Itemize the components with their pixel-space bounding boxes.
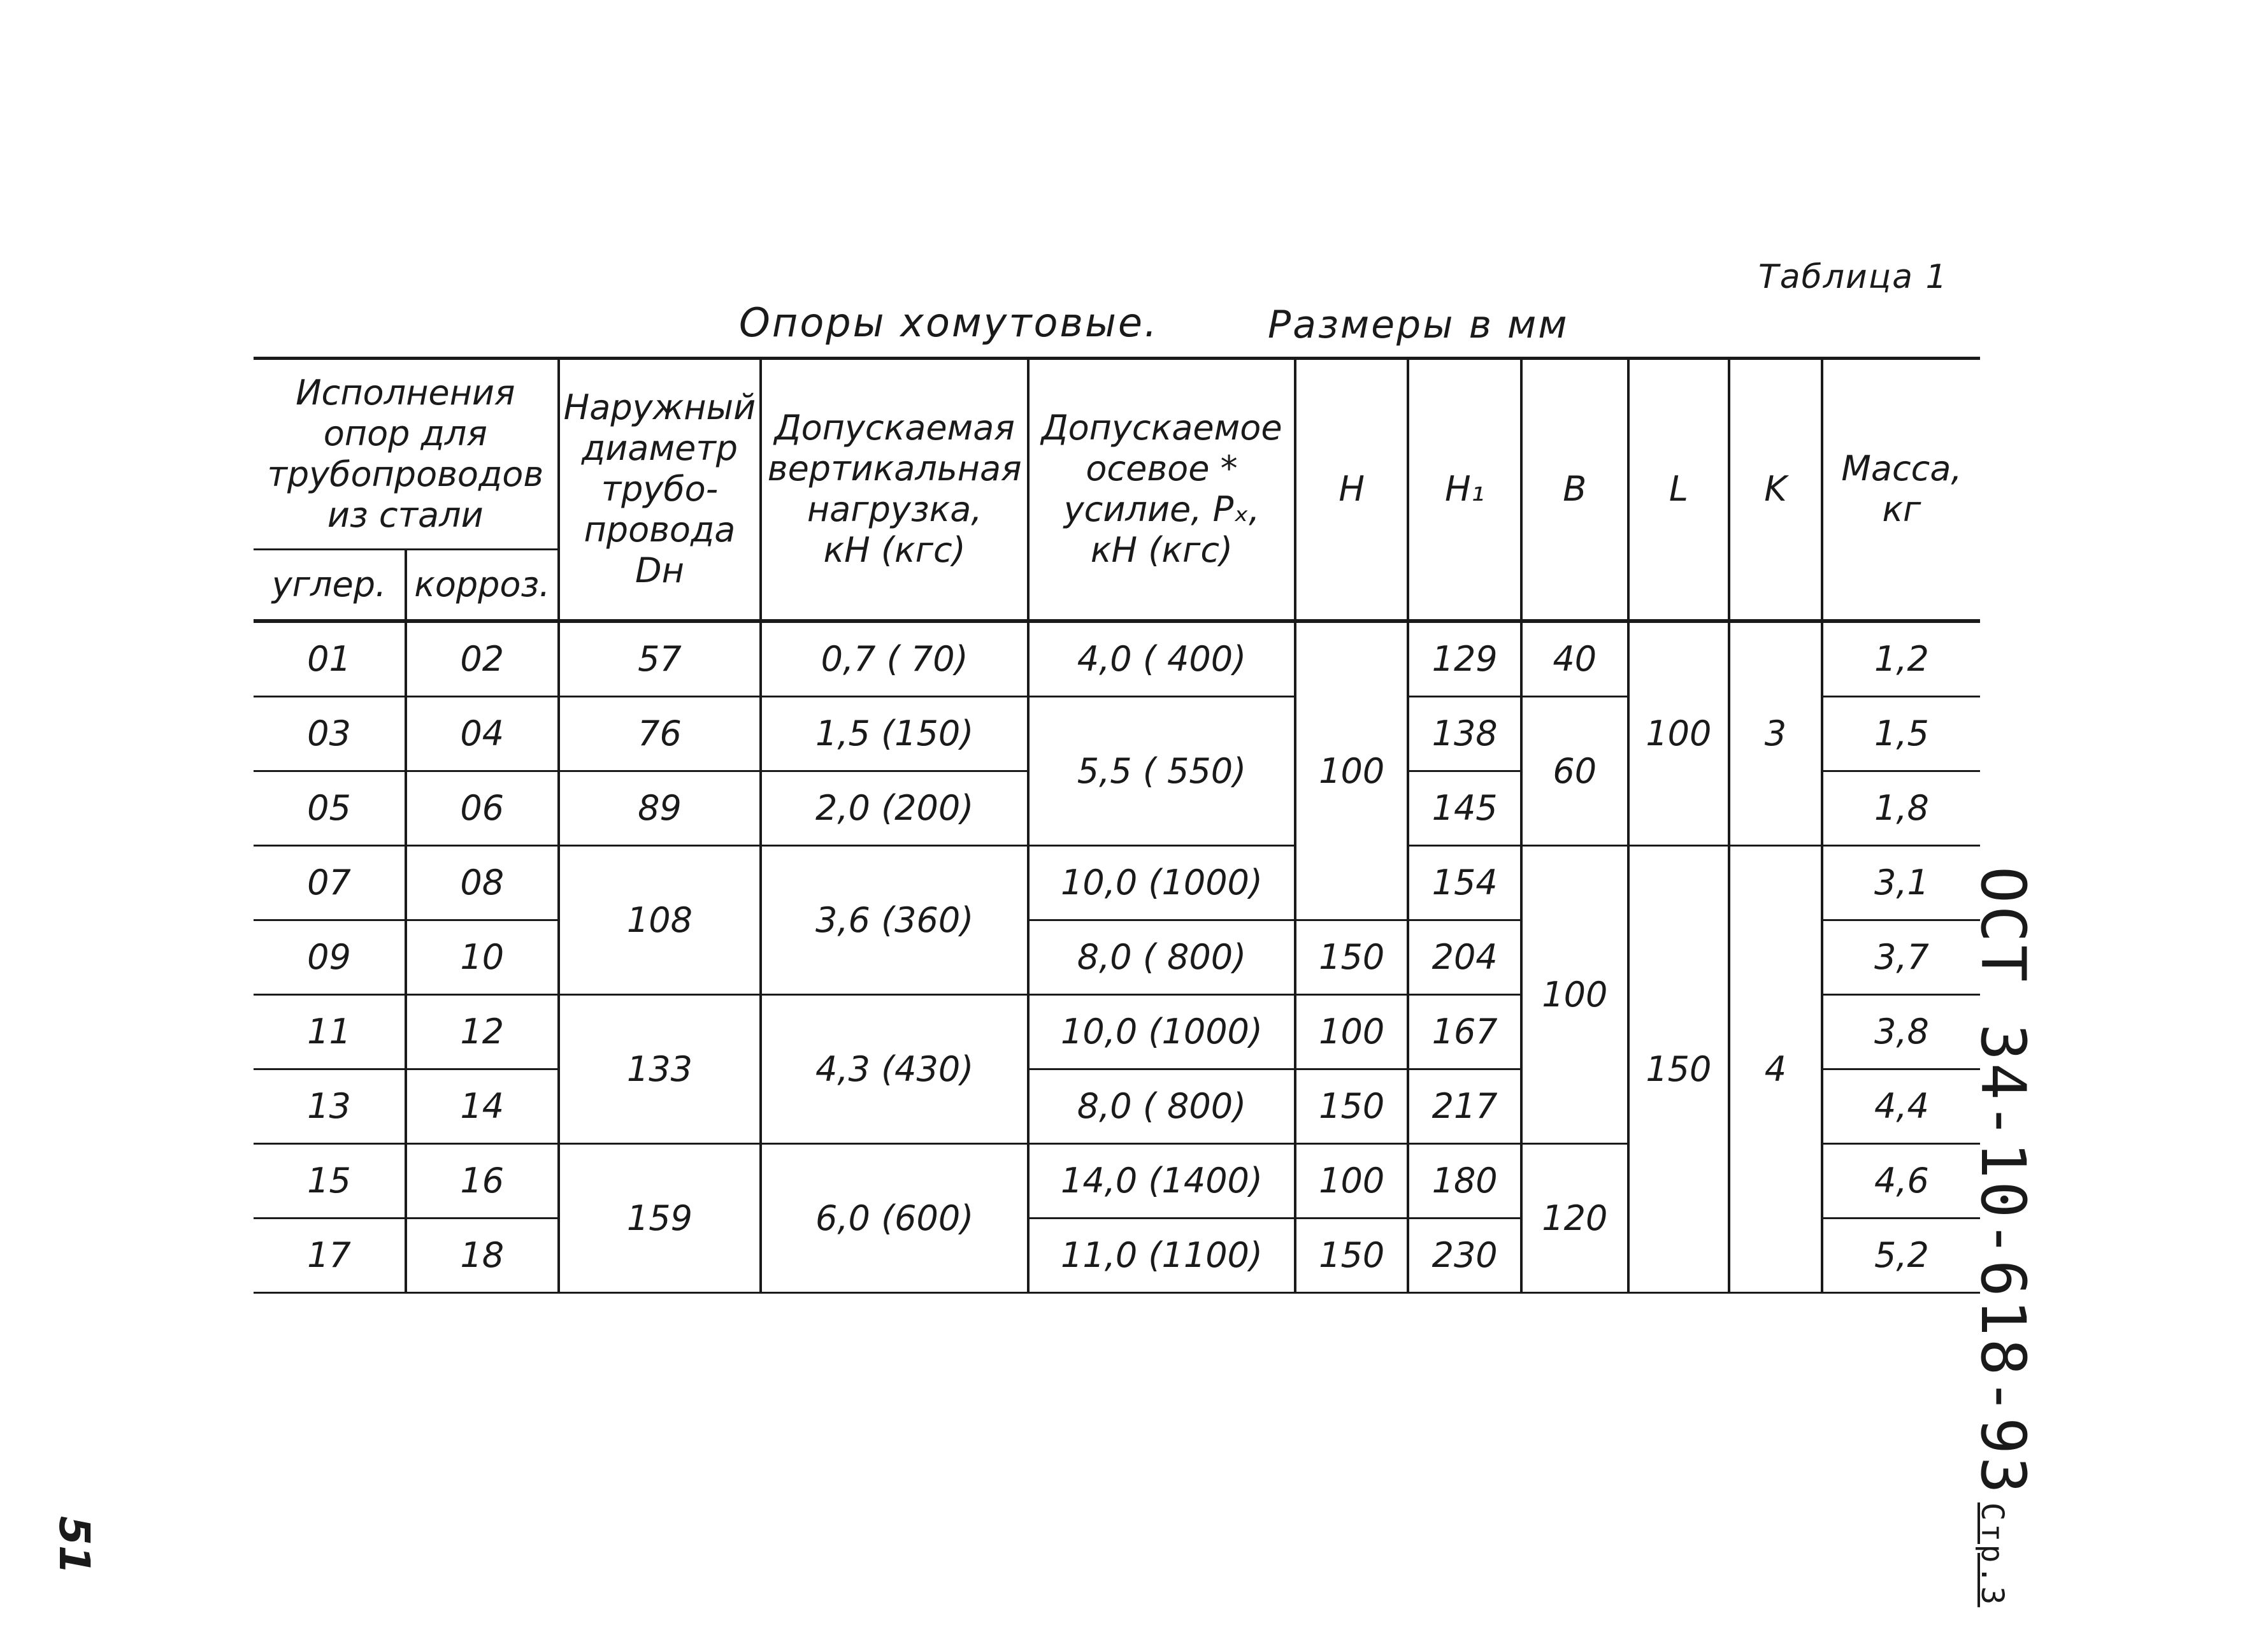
cell-h1: 129 (1408, 621, 1521, 697)
cell-h1: 167 (1408, 994, 1521, 1069)
cell-axial: 11,0 (1100) (1028, 1218, 1295, 1292)
table-title: Опоры хомутовые. (739, 299, 1159, 346)
cell-b: 40 (1521, 621, 1628, 697)
cell-dn: 89 (559, 771, 761, 845)
header-h: H (1295, 359, 1408, 621)
cell-k: 3 (1729, 621, 1822, 846)
cell-k: 4 (1729, 845, 1822, 1292)
cell-mass: 5,2 (1822, 1218, 1980, 1292)
header-vertical-load: Допускаемая вертикальная нагрузка, кН (кгс) (761, 359, 1028, 621)
cell-h: 100 (1295, 621, 1408, 920)
cell-h: 100 (1295, 1143, 1408, 1218)
cell-corrosion: 16 (406, 1143, 559, 1218)
cell-vload: 6,0 (600) (761, 1143, 1028, 1292)
cell-corrosion: 18 (406, 1218, 559, 1292)
header-diameter: Наружный диаметр трубо- провода Dн (559, 359, 761, 621)
cell-h: 150 (1295, 920, 1408, 994)
cell-dn: 108 (559, 845, 761, 994)
cell-carbon: 09 (254, 920, 406, 994)
cell-dn: 57 (559, 621, 761, 697)
table-label: Таблица 1 (1758, 258, 1948, 296)
table-row (254, 845, 1980, 920)
cell-corrosion: 12 (406, 994, 559, 1069)
cell-carbon: 01 (254, 621, 406, 697)
cell-mass: 1,5 (1822, 696, 1980, 771)
cell-l: 100 (1628, 621, 1729, 846)
standard-page: Стр.3 (1974, 1502, 2010, 1608)
cell-dn: 133 (559, 994, 761, 1143)
cell-corrosion: 10 (406, 920, 559, 994)
cell-axial: 14,0 (1400) (1028, 1143, 1295, 1218)
cell-carbon: 15 (254, 1143, 406, 1218)
cell-h1: 230 (1408, 1218, 1521, 1292)
cell-carbon: 03 (254, 696, 406, 771)
supports-table (254, 357, 1980, 1294)
cell-vload: 3,6 (360) (761, 845, 1028, 994)
cell-h1: 204 (1408, 920, 1521, 994)
header-mass: Масса, кг (1822, 359, 1980, 621)
header-l: L (1628, 359, 1729, 621)
cell-carbon: 17 (254, 1218, 406, 1292)
page-number: 51 (50, 1516, 99, 1575)
cell-carbon: 11 (254, 994, 406, 1069)
header-corrosion: корроз. (406, 550, 559, 621)
standard-code: ОСТ 34-10-618-93 (1967, 866, 2039, 1496)
cell-mass: 3,7 (1822, 920, 1980, 994)
cell-mass: 1,2 (1822, 621, 1980, 697)
cell-h1: 154 (1408, 845, 1521, 920)
cell-mass: 1,8 (1822, 771, 1980, 845)
header-carbon: углер. (254, 550, 406, 621)
cell-axial: 8,0 ( 800) (1028, 1069, 1295, 1143)
cell-dn: 76 (559, 696, 761, 771)
cell-h: 150 (1295, 1069, 1408, 1143)
units-note: Размеры в мм (1268, 303, 1569, 347)
cell-h: 150 (1295, 1218, 1408, 1292)
cell-corrosion: 08 (406, 845, 559, 920)
header-b: B (1521, 359, 1628, 621)
cell-corrosion: 14 (406, 1069, 559, 1143)
cell-h1: 145 (1408, 771, 1521, 845)
cell-mass: 3,1 (1822, 845, 1980, 920)
header-h1: H₁ (1408, 359, 1521, 621)
cell-carbon: 13 (254, 1069, 406, 1143)
cell-axial: 10,0 (1000) (1028, 994, 1295, 1069)
cell-dn: 159 (559, 1143, 761, 1292)
cell-vload: 4,3 (430) (761, 994, 1028, 1143)
cell-mass: 4,4 (1822, 1069, 1980, 1143)
cell-axial: 4,0 ( 400) (1028, 621, 1295, 697)
cell-corrosion: 06 (406, 771, 559, 845)
cell-l: 150 (1628, 845, 1729, 1292)
cell-b: 100 (1521, 845, 1628, 1143)
cell-axial: 10,0 (1000) (1028, 845, 1295, 920)
standard-stamp (1967, 866, 2039, 1607)
cell-b: 120 (1521, 1143, 1628, 1292)
cell-corrosion: 04 (406, 696, 559, 771)
cell-h1: 180 (1408, 1143, 1521, 1218)
cell-axial: 5,5 ( 550) (1028, 696, 1295, 845)
cell-axial: 8,0 ( 800) (1028, 920, 1295, 994)
cell-mass: 4,6 (1822, 1143, 1980, 1218)
header-group: Исполнения опор для трубопроводов из стали (254, 359, 559, 550)
cell-vload: 2,0 (200) (761, 771, 1028, 845)
cell-carbon: 07 (254, 845, 406, 920)
header-k: K (1729, 359, 1822, 621)
cell-corrosion: 02 (406, 621, 559, 697)
table-row (254, 621, 1980, 697)
cell-mass: 3,8 (1822, 994, 1980, 1069)
cell-h1: 217 (1408, 1069, 1521, 1143)
cell-h: 100 (1295, 994, 1408, 1069)
header-axial-force: Допускаемое осевое * усилие, Pₓ, кН (кгс) (1028, 359, 1295, 621)
cell-carbon: 05 (254, 771, 406, 845)
cell-b: 60 (1521, 696, 1628, 845)
cell-vload: 1,5 (150) (761, 696, 1028, 771)
cell-h1: 138 (1408, 696, 1521, 771)
cell-vload: 0,7 ( 70) (761, 621, 1028, 697)
